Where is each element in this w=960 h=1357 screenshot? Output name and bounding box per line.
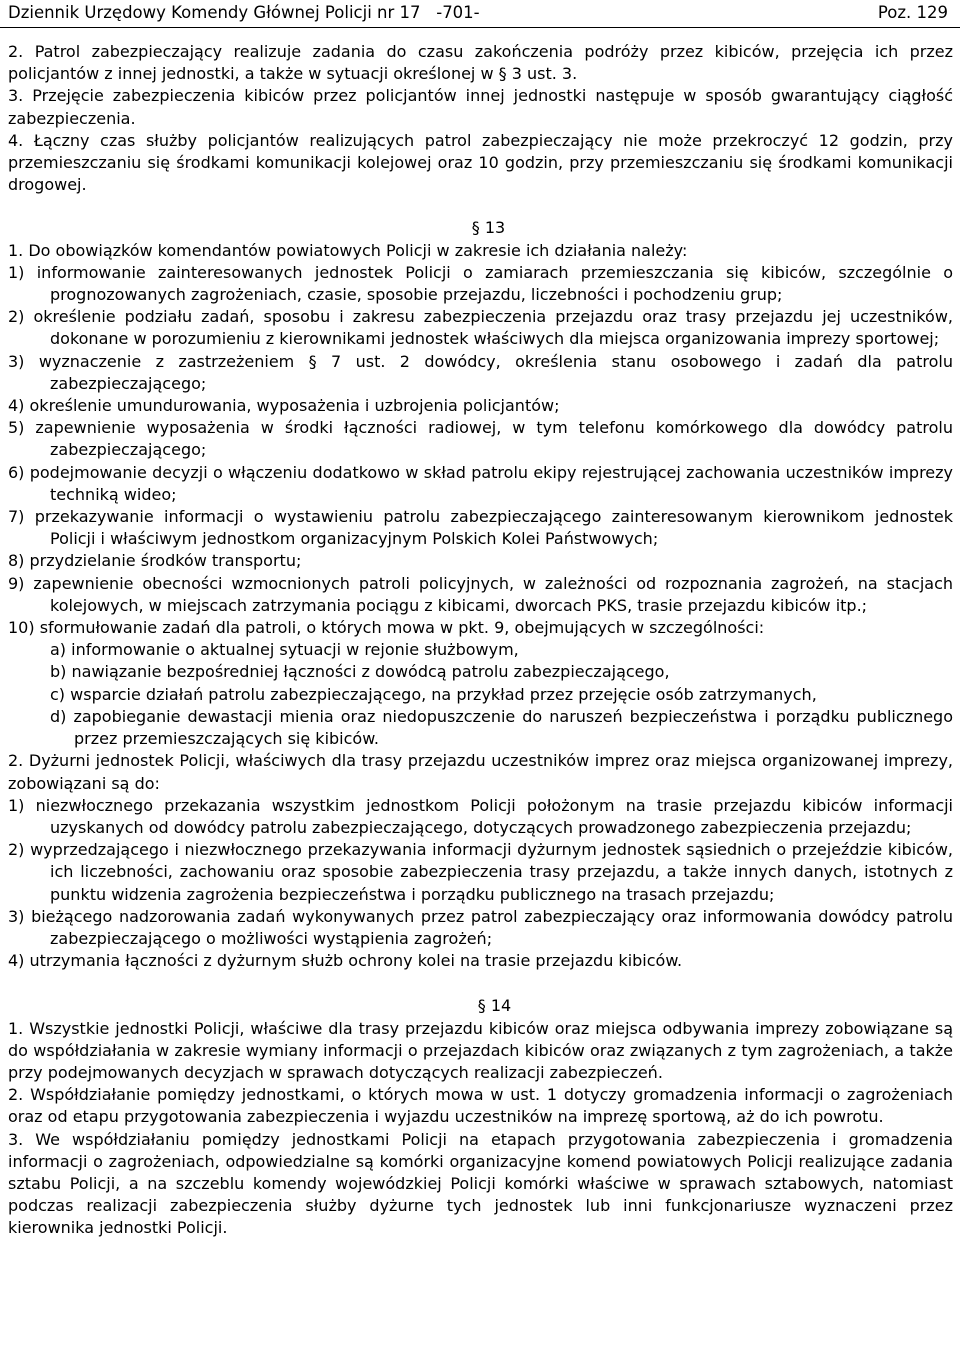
- item-text: zapobieganie dewastacji mienia oraz niedopuszczenie do naruszeń bezpieczeństwa i porządku publicznego przez przemieszczających się kibiców.: [73, 706, 953, 749]
- s14-paragraph-3: 3. We współdziałaniu pomiędzy jednostkami Policji na etapach przygotowania zabezpieczenia i gromadzenia informacji o zagrożeniach, odpowiedzialne są komórki organizacyjne komend powiatowych Policji realizujące zadania sztabu Policji, a na szczeblu komendy wojewódzkiej Policji komórki właściwe w sprawach sztabowych, natomiast podczas realizacji zabezpieczenia służby dyżurne tych jednostek lub inni funkcjonariusze wyznaczeni przez kierownika jednostki Policji.: [8, 1129, 953, 1238]
- item-number: 7): [8, 507, 25, 527]
- sub-list-item: [50, 639, 953, 661]
- paragraph-number: 4.: [8, 130, 24, 150]
- item-number: 3): [8, 351, 25, 371]
- item-text: bieżącego nadzorowania zadań wykonywanych przez patrol zabezpieczający oraz informowania dowódcy patrolu zabezpieczającego o możliwości wystąpienia zagrożeń;: [31, 906, 954, 948]
- paragraph-text: Łączny czas służby policjantów realizujących patrol zabezpieczający nie może przekroczyć 12 godzin, przy przemieszczaniu się środkami komunikacji kolejowej oraz 10 godzin, przy przemieszczaniu się środkami komunikacji drogowej.: [8, 130, 953, 195]
- list-item: [8, 351, 953, 395]
- item-text: wsparcie działań patrolu zabezpieczającego, na przykład przez przejęcie osób zatrzymanych,: [70, 684, 817, 704]
- paragraph-4: [8, 130, 953, 197]
- list-item: [8, 906, 953, 950]
- s14-paragraph-1: 1. Wszystkie jednostki Policji, właściwe dla trasy przejazdu kibiców oraz miejsca odbywania imprezy zobowiązane są do współdziałania w zakresie wymiany informacji o przejazdach kibiców oraz związanych z tym zagrożeniach, a także przy podejmowanych decyzjach w sprawach dotyczących realizacji zabezpieczeń.: [8, 1018, 953, 1082]
- item-text: sformułowanie zadań dla patroli, o których mowa w pkt. 9, obejmujących w szczególności:: [39, 618, 765, 638]
- position-number: Poz. 129: [877, 3, 948, 22]
- section-heading-13: § 13: [471, 218, 506, 238]
- list-item: [8, 306, 953, 350]
- list-item: [8, 262, 953, 306]
- item-text: podejmowanie decyzji o włączeniu dodatkowo w skład patrolu ekipy rejestrującej zachowania uczestników imprezy techniką wideo;: [29, 462, 954, 504]
- item-letter: c): [50, 684, 66, 704]
- item-number: 8): [8, 551, 25, 571]
- item-number: 5): [8, 418, 25, 438]
- list-item: [8, 795, 953, 839]
- paragraph-text: Patrol zabezpieczający realizuje zadania do czasu zakończenia podróży przez kibiców, przejęcia ich przez policjantów z innej jednostki, a także w sytuacji określonej w § 3 ust. 3.: [8, 42, 954, 84]
- item-number: 1): [8, 795, 25, 815]
- paragraph-text: Przejęcie zabezpieczenia kibiców przez policjantów innej jednostki następuje w sposób gwarantujący ciągłość zabezpieczenia.: [8, 86, 954, 128]
- item-letter: d): [50, 706, 67, 726]
- s13-paragraph-2-intro: 2. Dyżurni jednostek Policji, właściwych dla trasy przejazdu uczestników imprez oraz miejsca organizowanej imprezy, zobowiązani są do:: [8, 751, 953, 793]
- list-item: [8, 395, 953, 417]
- item-text: niezwłocznego przekazania wszystkim jednostkom Policji położonym na trasie przejazdu kibiców informacji uzyskanych od dowódcy patrolu zabezpieczającego, dotyczących prowadzonego zabezpieczenia przejazdu;: [35, 795, 954, 837]
- paragraph-number: 2.: [8, 42, 24, 61]
- item-text: wyznaczenie z zastrzeżeniem § 7 ust. 2 dowódcy, określenia stanu osobowego i zadań dla patrolu zabezpieczającego;: [38, 351, 953, 393]
- item-text: określenie umundurowania, wyposażenia i uzbrojenia policjantów;: [29, 396, 560, 416]
- item-text: informowanie zainteresowanych jednostek Policji o zamiarach przemieszczania się kibiców, szczególnie o prognozowanych zagrożeniach, czasie, sposobie przejazdu, liczebności i pochodzeniu grup;: [36, 262, 954, 305]
- s13-paragraph-1-intro: 1. Do obowiązków komendantów powiatowych Policji w zakresie ich działania należy:: [8, 240, 688, 260]
- paragraph-2: [8, 41, 953, 85]
- item-text: wyprzedzającego i niezwłocznego przekazywania informacji dyżurnym jednostek sąsiednich o przejeździe kibiców, ich liczebności, zachowaniu oraz sposobie zabezpieczenia trasy przejazdu, a także innych danych, istotnych z punktu widzenia zagrożenia bezpieczeństwa i porządku publicznego na trasach przejazdu;: [30, 840, 953, 904]
- header-rule: [0, 27, 960, 28]
- item-text: utrzymania łączności z dyżurnym służb ochrony kolei na trasie przejazdu kibiców.: [29, 951, 683, 971]
- sub-list-item: [50, 661, 953, 683]
- journal-title: Dziennik Urzędowy Komendy Głównej Policji nr 17 -701-: [8, 3, 480, 22]
- list-item: [8, 573, 953, 617]
- item-number: 4): [8, 396, 25, 416]
- item-text: zapewnienie obecności wzmocnionych patroli policyjnych, w zależności od rozpoznania zagrożeń, na stacjach kolejowych, w miejscach zatrzymania pociągu z kibicami, dworcach PKS, trasie przejazdu kibiców itp.;: [33, 573, 954, 615]
- s14-paragraph-2: 2. Współdziałanie pomiędzy jednostkami, o których mowa w ust. 1 dotyczy gromadzenia informacji o zagrożeniach oraz od etapu przygotowania zabezpieczenia i wyjazdu uczestników na imprezę sportową, aż do ich powrotu.: [8, 1085, 953, 1127]
- list-item: [8, 506, 953, 550]
- list-item: [8, 417, 953, 461]
- item-number: 2): [8, 307, 25, 327]
- list-item: [8, 550, 953, 572]
- sub-list-item: [50, 706, 953, 750]
- item-number: 10): [8, 618, 35, 638]
- item-letter: a): [50, 640, 67, 660]
- item-text: określenie podziału zadań, sposobu i zakresu zabezpieczenia przejazdu oraz trasy przejazdu jej uczestników, dokonane w porozumieniu z kierownikami jednostek właściwych dla miejsca organizowania imprezy sportowej;: [33, 307, 953, 349]
- item-number: 2): [8, 840, 25, 860]
- section-heading-14: § 14: [477, 996, 512, 1016]
- sub-list-item: [50, 684, 953, 706]
- item-text: nawiązanie bezpośredniej łączności z dowódcą patrolu zabezpieczającego,: [71, 662, 670, 682]
- sub-list: [8, 639, 953, 750]
- paragraph-number: 3.: [8, 86, 24, 106]
- item-number: 1): [8, 262, 25, 282]
- list-item: [8, 839, 953, 906]
- list-item: [8, 617, 953, 639]
- item-text: informowanie o aktualnej sytuacji w rejonie służbowym,: [71, 640, 519, 660]
- item-text: zapewnienie wyposażenia w środki łączności radiowej, w tym telefonu komórkowego dla dowódcy patrolu zabezpieczającego;: [35, 418, 953, 460]
- item-number: 9): [8, 573, 25, 593]
- item-number: 6): [8, 462, 25, 482]
- paragraph-3: [8, 85, 953, 129]
- document-body: [8, 41, 953, 1240]
- list-item: [8, 950, 953, 972]
- page-header: [8, 2, 948, 24]
- item-letter: b): [50, 662, 67, 682]
- item-number: 4): [8, 951, 25, 971]
- item-text: przydzielanie środków transportu;: [29, 551, 302, 571]
- item-text: przekazywanie informacji o wystawieniu patrolu zabezpieczającego zainteresowanym kierownikom jednostek Policji i właściwym jednostkom organizacyjnym Polskich Kolei Państwowych;: [34, 507, 953, 549]
- list-item: [8, 462, 953, 506]
- item-number: 3): [8, 906, 25, 926]
